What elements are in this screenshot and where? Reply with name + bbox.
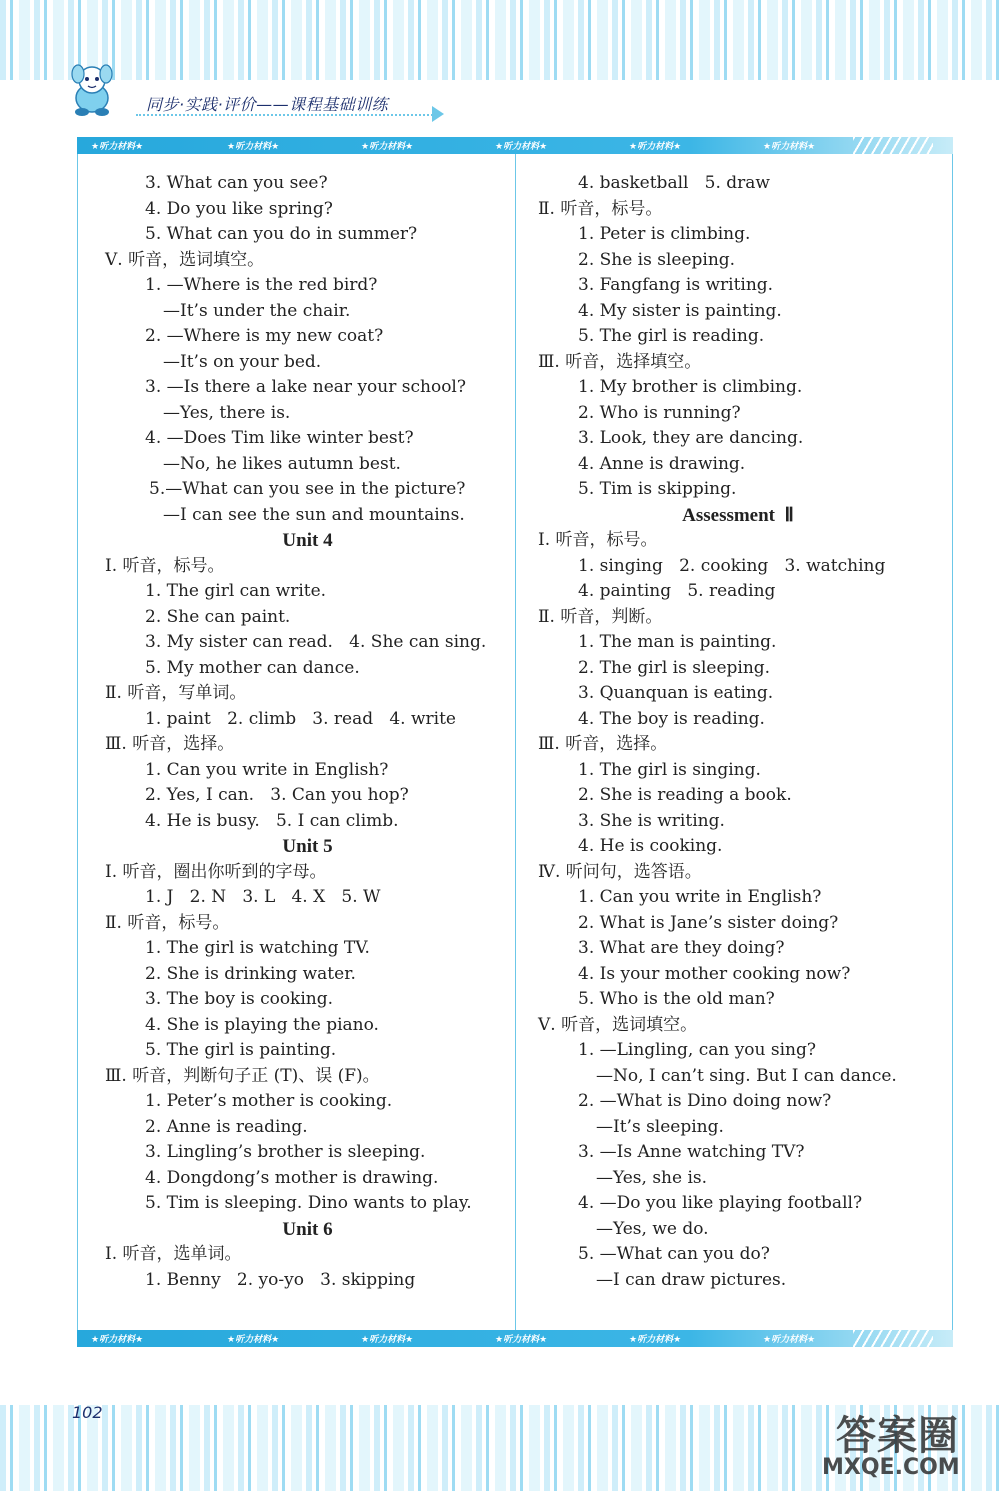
text-line: 4. —Does Tim like winter best?	[145, 428, 414, 448]
unit-heading: Unit 5	[282, 836, 333, 857]
section-heading: Ⅱ. 听音，标号。	[105, 912, 230, 933]
text-line: 2. —Where is my new coat?	[145, 326, 384, 346]
text-line: —I can draw pictures.	[596, 1269, 787, 1290]
watermark-url: MXQE.COM	[822, 1455, 960, 1480]
band-label: ★听力材料★	[629, 142, 682, 152]
section-heading: Ⅱ. 听音，判断。	[538, 606, 663, 627]
text-line: 5. Tim is skipping.	[578, 479, 737, 499]
page-number: 102	[72, 1403, 103, 1422]
text-line: 4. Anne is drawing.	[578, 453, 746, 474]
section-heading: Ⅰ. 听音，圈出你听到的字母。	[105, 861, 327, 882]
text-line: 5.—What can you see in the picture?	[149, 479, 466, 499]
text-line: 4. basketball 5. draw	[578, 173, 770, 193]
unit-heading: Unit 4	[282, 530, 333, 551]
text-line: —Yes, we do.	[596, 1218, 709, 1239]
text-line: 2. Who is running?	[578, 402, 741, 423]
left-column	[105, 171, 510, 1293]
text-line: 2. —What is Dino doing now?	[578, 1091, 832, 1111]
text-line: 4. He is busy. 5. I can climb.	[145, 810, 399, 831]
text-line: 2. She is reading a book.	[578, 785, 792, 805]
band-label: ★听力材料★	[495, 142, 548, 152]
section-heading: Ⅳ. 听问句，选答语。	[538, 861, 702, 882]
band-label: ★听力材料★	[361, 1335, 414, 1345]
text-line: 4. —Do you like playing football?	[578, 1193, 863, 1213]
band-hatch	[853, 1330, 933, 1347]
text-line: 4. My sister is painting.	[578, 300, 782, 321]
text-line: 3. Quanquan is eating.	[578, 683, 774, 703]
section-heading: Ⅲ. 听音，选择填空。	[538, 351, 702, 372]
text-line: 3. Lingling’s brother is sleeping.	[145, 1142, 426, 1162]
unit-heading: Assessment Ⅱ	[682, 504, 794, 526]
text-line: 1. The man is painting.	[578, 632, 777, 652]
text-line: —It’s sleeping.	[596, 1116, 724, 1137]
section-heading: Ⅲ. 听音，选择。	[105, 734, 235, 754]
text-line: 5. Tim is sleeping. Dino wants to play.	[145, 1193, 472, 1213]
text-line: 1. The girl is singing.	[578, 759, 761, 780]
text-line: 1. singing 2. cooking 3. watching	[578, 555, 886, 576]
text-line: 4. He is cooking.	[578, 836, 723, 856]
text-line: 1. Peter’s mother is cooking.	[145, 1091, 393, 1111]
text-line: 5. The girl is painting.	[145, 1040, 337, 1060]
section-heading: Ⅰ. 听音，标号。	[105, 555, 225, 576]
text-line: 4. Do you like spring?	[145, 198, 333, 219]
text-line: 2. Yes, I can. 3. Can you hop?	[145, 785, 409, 805]
band-label: ★听力材料★	[91, 1335, 144, 1345]
text-line: 3. She is writing.	[578, 810, 725, 831]
text-line: 3. —Is Anne watching TV?	[578, 1142, 805, 1162]
text-line: 1. The girl is watching TV.	[145, 938, 370, 958]
column-divider	[515, 154, 516, 1330]
text-line: 5. My mother can dance.	[145, 657, 360, 678]
text-line: 4. Is your mother cooking now?	[578, 963, 851, 984]
text-line: 1. paint 2. climb 3. read 4. write	[145, 708, 456, 729]
section-heading: Ⅲ. 听音，判断句子正 (T)、误 (F)。	[105, 1065, 380, 1086]
text-line: 3. What are they doing?	[578, 938, 785, 958]
text-line: 3. My sister can read. 4. She can sing.	[145, 632, 487, 652]
section-heading: Ⅰ. 听音，标号。	[538, 530, 658, 550]
mascot-icon	[62, 60, 124, 118]
section-heading: Ⅱ. 听音，写单词。	[105, 683, 247, 703]
text-line: 3. What can you see?	[145, 173, 328, 193]
text-line: 5. The girl is reading.	[578, 326, 765, 346]
title-underline	[136, 114, 436, 116]
text-line: 2. She can paint.	[145, 606, 291, 627]
text-line: 4. She is playing the piano.	[145, 1014, 379, 1035]
arrow-icon	[432, 106, 444, 122]
text-line: 1. The girl can write.	[145, 581, 327, 601]
text-line: 2. What is Jane’s sister doing?	[578, 912, 839, 933]
text-line: 3. The boy is cooking.	[145, 989, 334, 1009]
band-label: ★听力材料★	[227, 142, 280, 152]
text-line: 1. J 2. N 3. L 4. X 5. W	[145, 887, 381, 907]
band-hatch	[853, 137, 933, 154]
watermark-logo: 答案圈	[836, 1413, 959, 1459]
bottom-band	[77, 1330, 953, 1347]
text-line: 4. Dongdong’s mother is drawing.	[145, 1167, 439, 1188]
text-line: —It’s under the chair.	[163, 300, 351, 321]
text-line: 2. She is drinking water.	[145, 963, 356, 984]
text-line: 1. Can you write in English?	[578, 887, 822, 907]
text-line: 5. Who is the old man?	[578, 989, 775, 1009]
text-line: —Yes, she is.	[596, 1167, 708, 1188]
section-heading: Ⅲ. 听音，选择。	[538, 734, 668, 754]
text-line: 1. Peter is climbing.	[578, 224, 751, 244]
band-label: ★听力材料★	[629, 1335, 682, 1345]
text-line: —It’s on your bed.	[163, 351, 322, 372]
text-line: 3. Fangfang is writing.	[578, 275, 774, 295]
text-line: 3. Look, they are dancing.	[578, 428, 804, 448]
text-line: 1. —Where is the red bird?	[145, 275, 378, 295]
band-label: ★听力材料★	[763, 142, 816, 152]
text-line: —No, he likes autumn best.	[163, 453, 401, 474]
unit-heading: Unit 6	[282, 1218, 333, 1240]
text-line: 2. Anne is reading.	[145, 1116, 308, 1137]
band-label: ★听力材料★	[361, 142, 414, 152]
band-label: ★听力材料★	[227, 1335, 280, 1345]
text-line: 1. My brother is climbing.	[578, 377, 803, 397]
band-label: ★听力材料★	[763, 1335, 816, 1345]
section-heading: Ⅰ. 听音，选单词。	[105, 1244, 242, 1264]
text-line: 1. Benny 2. yo-yo 3. skipping	[145, 1269, 416, 1290]
text-line: 1. —Lingling, can you sing?	[578, 1040, 816, 1060]
text-line: 2. The girl is sleeping.	[578, 657, 771, 678]
text-line: —No, I can’t sing. But I can dance.	[596, 1065, 897, 1086]
text-line: 2. She is sleeping.	[578, 249, 736, 270]
band-label: ★听力材料★	[495, 1335, 548, 1345]
section-heading: Ⅴ. 听音，选词填空。	[105, 249, 265, 270]
band-label: ★听力材料★	[91, 142, 144, 152]
text-line: 4. The boy is reading.	[578, 708, 765, 729]
right-column	[538, 171, 938, 1293]
top-band	[77, 137, 953, 154]
header-decoration	[0, 0, 1000, 80]
section-heading: Ⅱ. 听音，标号。	[538, 198, 663, 219]
text-line: —I can see the sun and mountains.	[163, 504, 465, 525]
book-title: 同步·实践·评价——课程基础训练	[146, 95, 389, 114]
text-line: 4. painting 5. reading	[578, 581, 776, 601]
text-line: 1. Can you write in English?	[145, 759, 389, 780]
section-heading: Ⅴ. 听音，选词填空。	[538, 1014, 698, 1035]
text-line: —Yes, there is.	[163, 402, 291, 423]
text-line: 5. —What can you do?	[578, 1244, 770, 1264]
text-line: 3. —Is there a lake near your school?	[145, 377, 466, 397]
text-line: 5. What can you do in summer?	[145, 224, 418, 244]
